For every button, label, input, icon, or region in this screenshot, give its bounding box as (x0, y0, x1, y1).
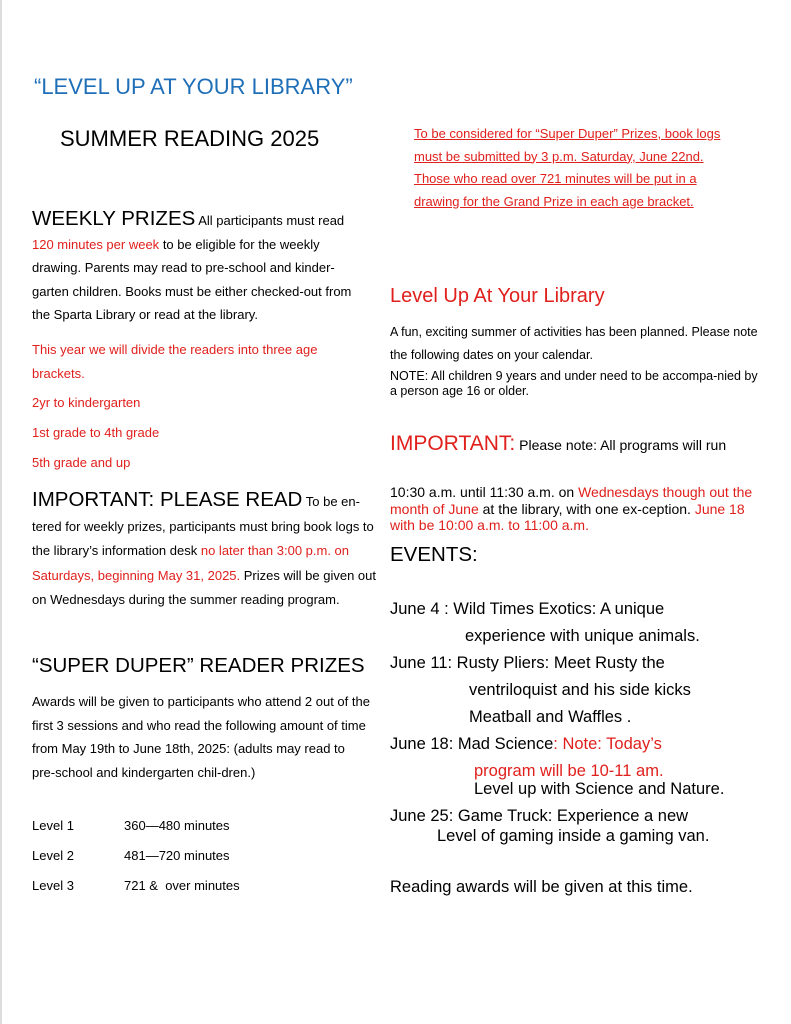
event-line (390, 731, 662, 758)
event-line: program will be 10-11 am. (474, 762, 664, 780)
super-duper-text: Awards will be given to participants who attend 2 out of the first 3 sessions and who read the following amount of time from May 19th to June 18th, 2025: (adults may read to pre-school and kindergarten chil-dren.) (32, 694, 370, 780)
brackets-intro: This year we will divide the readers into three age brackets. (32, 342, 318, 381)
program-days: Wednesdays though out the month of June (390, 484, 753, 517)
bracket-item: 1st grade to 4th grade (32, 425, 160, 440)
event-note: : Note: Today’s (553, 735, 662, 753)
event-line: June 11: Rusty Pliers: Meet Rusty the (390, 654, 665, 672)
event-line: June 25: Game Truck: Experience a new (390, 807, 689, 825)
event-line: June 4 : Wild Times Exotics: A unique (390, 600, 665, 618)
weekly-minutes: 120 minutes per week (32, 236, 160, 252)
level-name: Level 2 (32, 848, 74, 863)
level-up-text: A fun, exciting summer of activities has been planned. Please note the following dates on your calendar. (390, 325, 758, 362)
program-location: at the library, with one ex-ception. (482, 500, 691, 517)
page-title: SUMMER READING 2025 (60, 126, 320, 151)
page-edge (0, 0, 2, 1024)
important-programs-text: Please note: All programs will run (519, 437, 727, 453)
level-range: 481—720 minutes (124, 848, 230, 863)
level-up-heading: Level Up At Your Library (390, 285, 605, 307)
important-read-heading: IMPORTANT: PLEASE READ (32, 488, 303, 511)
event-line: Level of gaming inside a gaming van. (437, 827, 710, 845)
closing-note: Reading awards will be given at this time. (390, 878, 693, 896)
event-line: Meatball and Waffles . (469, 708, 632, 726)
event-line: ventriloquist and his side kicks (469, 681, 691, 699)
submission-deadline: no later than 3:00 p.m. on Saturdays, beginning May 31, 2025. (32, 543, 350, 583)
weekly-rules: to be eligible for the weekly drawing. Parents may read to pre-school and kinder-garten children. Books must be either checked-out from the Sparta Library or read at the library. (32, 236, 352, 322)
important-programs-section (390, 432, 770, 455)
important-read-text: To be en-tered for weekly prizes, participants must bring book logs to the library’s information desk (32, 494, 374, 558)
events-heading: EVENTS: (390, 543, 478, 566)
program-times (390, 484, 770, 534)
program-exception: June 18 with be 10:00 a.m. to 11:00 a.m. (390, 500, 745, 533)
event-line: experience with unique animals. (465, 627, 700, 645)
super-duper-notice: To be considered for “Super Duper” Prizes, book logs must be submitted by 3 p.m. Saturday, June 22nd. Those who read over 721 minutes will be put in a drawing for the Grand Prize in each age bracket. (414, 126, 721, 209)
important-read-section (32, 487, 382, 613)
bracket-item: 2yr to kindergarten (32, 395, 141, 410)
program-time: 10:30 a.m. until 11:30 a.m. on (390, 484, 575, 500)
event-line: Level up with Science and Nature. (474, 780, 725, 798)
weekly-prizes-section (32, 206, 364, 327)
level-range: 360—480 minutes (124, 818, 230, 833)
level-up-note: NOTE: All children 9 years and under need to be accompa-nied by a person age 16 or older. (390, 369, 758, 398)
slogan-heading: “LEVEL UP AT YOUR LIBRARY” (34, 74, 353, 99)
weekly-prizes-heading: WEEKLY PRIZES (32, 207, 196, 230)
level-range: 721 & over minutes (124, 878, 240, 893)
super-duper-heading: “SUPER DUPER” READER PRIZES (32, 654, 365, 677)
important-read-prizes: Prizes will be given out on Wednesdays during the summer reading program. (32, 567, 376, 607)
level-name: Level 1 (32, 818, 74, 833)
weekly-intro: All participants must read (198, 213, 345, 228)
event-date: June 18: Mad Science (390, 735, 554, 753)
bracket-item: 5th grade and up (32, 455, 131, 470)
important-programs-heading: IMPORTANT: (390, 432, 516, 455)
level-name: Level 3 (32, 878, 74, 893)
